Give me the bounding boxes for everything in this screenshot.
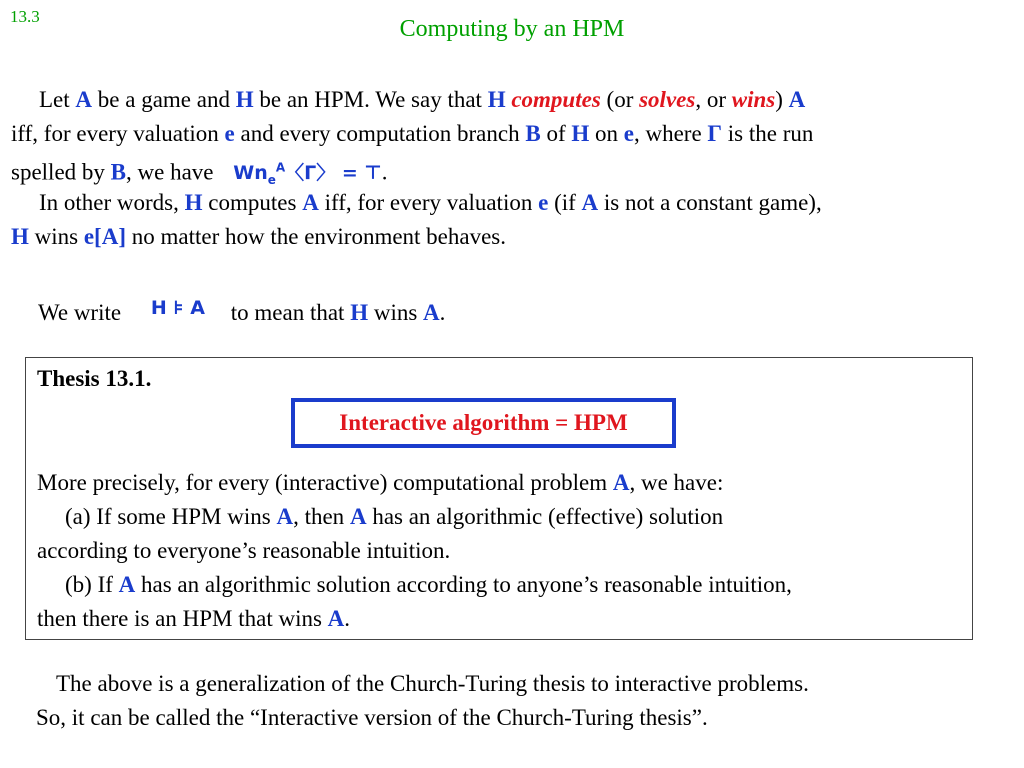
thesis-line-4: (b) If A has an algorithmic solution according to anyone’s reasonable intuition, — [65, 572, 792, 597]
footer-line-1: The above is a generalization of the Church-Turing thesis to interactive problems. — [56, 671, 809, 696]
restatement-paragraph — [11, 186, 1016, 254]
thesis-box — [25, 357, 973, 640]
definition-line-3: spelled by B, we have $Wn_e^A$〈Γ〉 = ⊤. — [11, 159, 388, 188]
thesis-line-3: according to everyone’s reasonable intuition. — [37, 538, 451, 563]
thesis-text — [37, 466, 967, 636]
slide-number: 13.3 — [10, 7, 40, 26]
footer-paragraph — [36, 667, 1016, 735]
restatement-line-1: In other words, H computes A iff, for every valuation e (if A is not a constant game), — [39, 190, 822, 215]
thesis-highlight-box: Interactive algorithm = HPM — [291, 398, 676, 448]
footer-line-2: So, it can be called the “Interactive version of the Church-Turing thesis”. — [36, 705, 708, 730]
definition-line-1: Let A be a game and H be an HPM. We say that H computes (or solves, or wins) A — [39, 87, 806, 112]
thesis-line-5: then there is an HPM that wins A. — [37, 606, 351, 631]
definition-paragraph — [11, 83, 1011, 197]
wins-notation-formula: H ⊧ A — [150, 297, 205, 319]
thesis-line-2: (a) If some HPM wins A, then A has an algorithmic (effective) solution — [65, 504, 724, 529]
slide-title: Computing by an HPM — [399, 16, 625, 42]
definition-line-2: iff, for every valuation e and every computation branch B of H on e, where Γ is the run — [11, 121, 814, 146]
thesis-label: Thesis 13.1. — [37, 366, 152, 391]
win-formula: $Wn_e^A$〈Γ〉 = ⊤ — [233, 161, 382, 188]
restatement-line-2: H wins e[A] no matter how the environment behaves. — [11, 224, 507, 249]
thesis-line-1: More precisely, for every (interactive) computational problem A, we have: — [37, 470, 724, 495]
notation-paragraph: We write $^{H ⊧ A}$ to mean that H wins A. — [38, 297, 446, 325]
